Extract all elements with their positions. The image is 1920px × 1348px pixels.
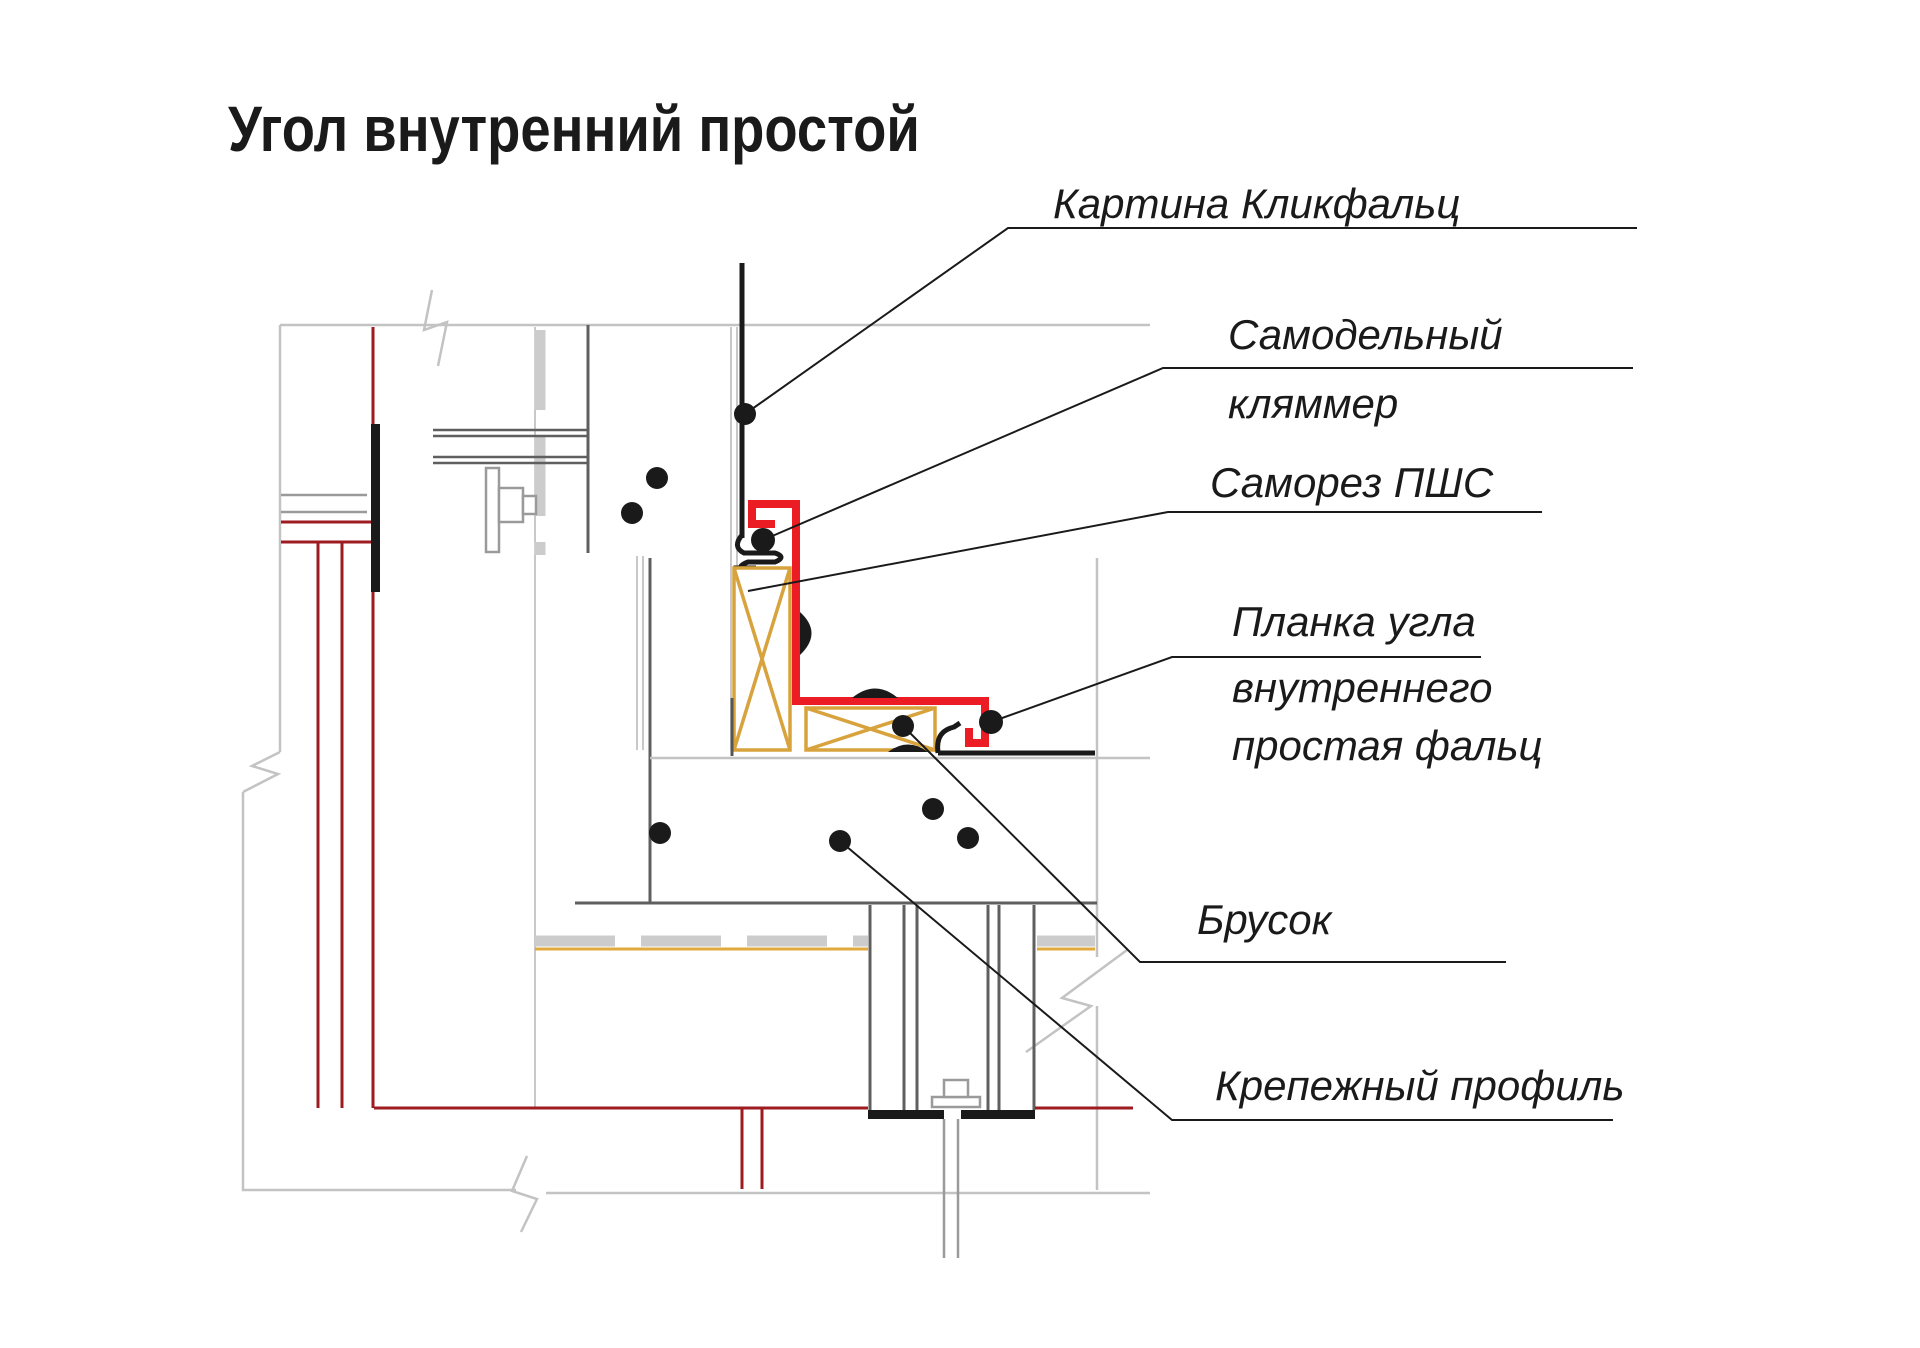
corner-detail bbox=[650, 263, 1150, 758]
bracket-lines bbox=[433, 430, 587, 463]
break-mark-left bbox=[243, 752, 280, 792]
bracket-plate bbox=[486, 468, 499, 552]
leader-lines bbox=[745, 228, 1637, 1120]
upper-wall bbox=[281, 325, 737, 1108]
leader-panel bbox=[745, 228, 1637, 414]
callout-corner-strip-3: простая фальц bbox=[1232, 722, 1543, 769]
break-mark-bottom bbox=[512, 1156, 537, 1232]
lower-wall bbox=[374, 903, 1133, 1258]
profile-screw-shank bbox=[944, 1119, 958, 1258]
leader-screw bbox=[748, 512, 1542, 591]
callout-screw: Саморез ПШС bbox=[1210, 459, 1494, 506]
bracket-mount-bar bbox=[371, 424, 380, 592]
callout-profile: Крепежный профиль bbox=[1215, 1062, 1625, 1109]
callout-corner-strip-2: внутреннего bbox=[1232, 664, 1493, 711]
profile-screw-head bbox=[944, 1080, 968, 1097]
bracket-screw-head bbox=[499, 488, 523, 522]
barrier-pair bbox=[318, 542, 342, 1108]
break-mark-top bbox=[424, 290, 447, 366]
wood-block-vertical bbox=[734, 568, 790, 750]
leader-clip bbox=[763, 368, 1633, 540]
callout-block: Брусок bbox=[1197, 896, 1332, 943]
break-mark-right bbox=[1026, 950, 1127, 1052]
screw-head-top bbox=[852, 689, 898, 699]
wood-block-horizontal bbox=[806, 708, 935, 750]
mounting-profile bbox=[868, 905, 1035, 1258]
bracket-screw-tip bbox=[523, 496, 536, 514]
callout-clip-line1: Самодельный bbox=[1228, 311, 1503, 358]
callout-clip-line2: кляммер bbox=[1228, 380, 1399, 427]
leader-dots bbox=[621, 403, 1003, 852]
profile-screw-washer bbox=[932, 1097, 980, 1107]
insulation-hatch-bottom bbox=[535, 951, 868, 1105]
callout-panel: Картина Кликфальц bbox=[1053, 180, 1461, 227]
insulation-hatch-left bbox=[373, 327, 535, 1108]
screw-head-side bbox=[800, 612, 812, 655]
page-title: Угол внутренний простой bbox=[228, 93, 920, 165]
callout-corner-strip-1: Планка угла bbox=[1232, 598, 1476, 645]
